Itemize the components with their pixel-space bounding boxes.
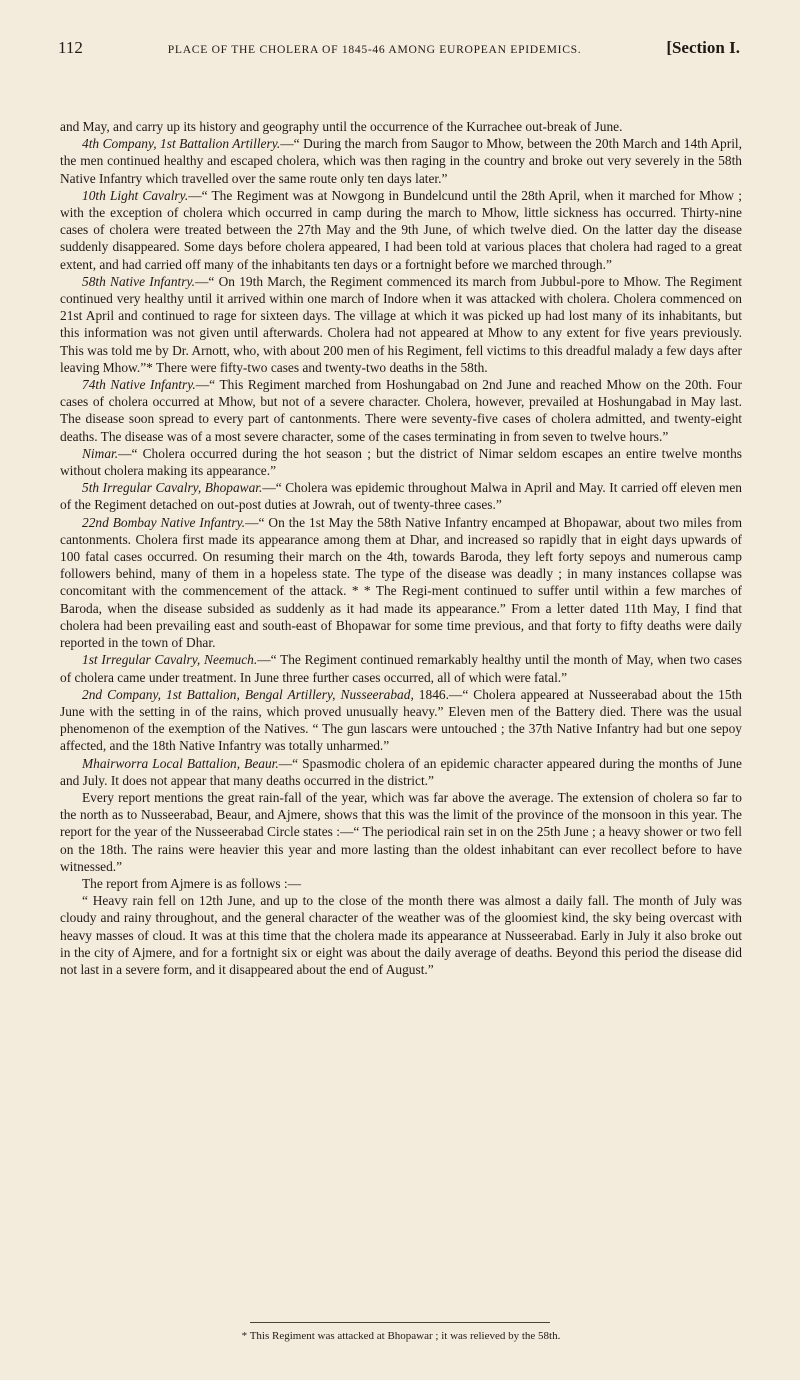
section-label: [Section I. (666, 38, 740, 57)
paragraph: 4th Company, 1st Battalion Artillery.—“ During the march from Saugor to Mhow, between the 20th March and 14th April, the men continued healthy and escaped cholera, which was then raging in the country and broke out very severely in the 58th Native Infantry which travelled over the same route only ten days later.” (60, 136, 742, 186)
footnote-rule (250, 1322, 550, 1323)
quote-paragraph: “ Heavy rain fell on 12th June, and up to the close of the month there was almost a daily fall. The month of July was cloudy and rainy throughout, and the general character of the weather was of the gloomiest kind, the sky being overcast with heavy masses of cloud. It was at this time that the cholera made its appearance at Nusseerabad. Early in July it also broke out in the city of Ajmere, and for a fortnight six or eight was about the daily average of deaths. Beyond this period the disease did not last in a severe form, and it disappeared about the end of August.” (60, 893, 742, 977)
running-head: PLACE OF THE CHOLERA OF 1845-46 AMONG EUROPEAN EPIDEMICS. (167, 43, 582, 56)
page-number: 112 (58, 38, 83, 57)
paragraph: 2nd Company, 1st Battalion, Bengal Artillery, Nusseerabad, 1846.—“ Cholera appeared at Nusseerabad about the 15th June with the setting in of the rains, which proved unusually heavy.” Eleven men of the Battery died. There was the usual phenomenon of the exemption of the Natives. “ The gun lascars were untouched ; the 37th Native Infantry had but one sepoy affected, and the 18th Native Infantry was totally unharmed.” (60, 686, 742, 754)
paragraph: Every report mentions the great rain-fall of the year, which was far above the average. The extension of cholera so far to the north as to Nusseerabad, Beaur, and Ajmere, shows that this was the limit of the province of the monsoon in this year. The report for the year of the Nusseerabad Circle states :—“ The periodical rain set in on the 25th June ; a heavy shower or two fell on the 18th. The rains were heavier this year and more lasting than the oldest inhabitant can ever recollect before to have witnessed.” (60, 789, 742, 874)
paragraph: 1st Irregular Cavalry, Neemuch.—“ The Regiment continued remarkably healthy until the month of May, when two cases of cholera came under treatment. In June three further cases occurred, all of which were fatal.” (60, 652, 742, 685)
unit-heading: 1st Irregular Cavalry, Neemuch. (82, 652, 258, 668)
paragraph: The report from Ajmere is as follows :— (82, 875, 302, 891)
unit-heading: Nimar. (82, 445, 119, 461)
paragraph: 22nd Bombay Native Infantry.—“ On the 1st May the 58th Native Infantry encamped at Bhopawar, about two miles from cantonments. Cholera first made its appearance among them at Dhar, and increased so rapidly that in eight days upwards of 100 fatal cases occurred. On resuming their march on the 4th, towards Baroda, they left forty sepoys and numerous camp followers behind, many of them in a hopeless state. The type of the disease was deadly ; in many instances collapse was concomitant with the commencement of the attack. * * The Regi-ment continued to suffer until within a few marches of Baroda, when the disease subsided as suddenly as it had made its appearance.” From a letter dated 11th May, I find that cholera had been prevailing east and south-east of Bhopawar for some time previous, and that forty to fifty deaths were daily reported in the town of Dhar. (60, 514, 742, 651)
unit-heading: 10th Light Cavalry. (82, 187, 189, 203)
unit-heading: 5th Irregular Cavalry, Bhopawar. (82, 480, 263, 496)
paragraph: 58th Native Infantry.—“ On 19th March, the Regiment commenced its march from Jubbul-pore to Mhow. The Regiment continued very healthy until it arrived within one march of Indore when it was attacked with cholera. Cholera commenced on 21st April and continued to rage for sixteen days. The village at which it was picked up had lost many of its inhabitants, but this information was not given until afterwards. Cholera had not appeared at Mhow to any extent for five years previously. This was told me by Dr. Arnott, who, with about 200 men of his Regiment, fell victims to this dreadful malady a few days after leaving Mhow.”* There were fifty-two cases and twenty-two deaths in the 58th. (60, 273, 742, 375)
paragraph: 5th Irregular Cavalry, Bhopawar.—“ Cholera was epidemic throughout Malwa in April and May. It carried off eleven men of the Regiment detached on out-post duties at Jowrah, out of twenty-three cases.” (60, 480, 742, 513)
paragraph: 74th Native Infantry.—“ This Regiment marched from Hoshungabad on 2nd June and reached Mhow on the 20th. Four cases of cholera occurred at Mhow, but not of a severe character. Cholera, however, prevailed at Hoshungabad in May last. The disease soon spread to every part of cantonments. There were seventy-five cases of cholera admitted, and twenty-eight deaths. The disease was of a most severe character, some of the cases terminating in from seven to twelve hours.” (60, 377, 742, 444)
unit-heading: 74th Native Infantry. (82, 377, 196, 393)
unit-heading: 2nd Company, 1st Battalion, Bengal Artillery, Nusseerabad, (82, 686, 414, 702)
footnote: * This Regiment was attacked at Bhopawar ; it was relieved by the 58th. (241, 1330, 561, 1342)
page-header (58, 38, 740, 64)
unit-heading: 22nd Bombay Native Infantry. (82, 514, 246, 530)
unit-heading: 58th Native Infantry. (82, 273, 196, 289)
unit-heading: 4th Company, 1st Battalion Artillery. (82, 136, 281, 152)
paragraph: Nimar.—“ Cholera occurred during the hot season ; but the district of Nimar seldom escapes an entire twelve months without cholera making its appearance.” (60, 445, 742, 479)
body-text (60, 118, 742, 978)
unit-heading: Mhairworra Local Battalion, Beaur. (82, 755, 279, 771)
paragraph: Mhairworra Local Battalion, Beaur.—“ Spasmodic cholera of an epidemic character appeared during the months of June and July. It does not appear that many deaths occurred in the district.” (60, 755, 742, 788)
paragraph: 10th Light Cavalry.—“ The Regiment was at Nowgong in Bundelcund until the 28th April, when it marched for Mhow ; with the exception of cholera which occurred in camp during the march to Mhow, little sickness has occurred. Thirty-nine cases of cholera were treated between the 27th May and the 9th June, of which twelve died. On the latter day the disease suddenly disappeared. Some days before cholera appeared, I had been told at various places that cholera had raged to a great extent, and had carried off many of the inhabitants ten days or a fortnight before we marched through.” (60, 187, 742, 272)
paragraph: and May, and carry up its history and geography until the occurrence of the Kurrachee out-break of June. (60, 119, 623, 134)
